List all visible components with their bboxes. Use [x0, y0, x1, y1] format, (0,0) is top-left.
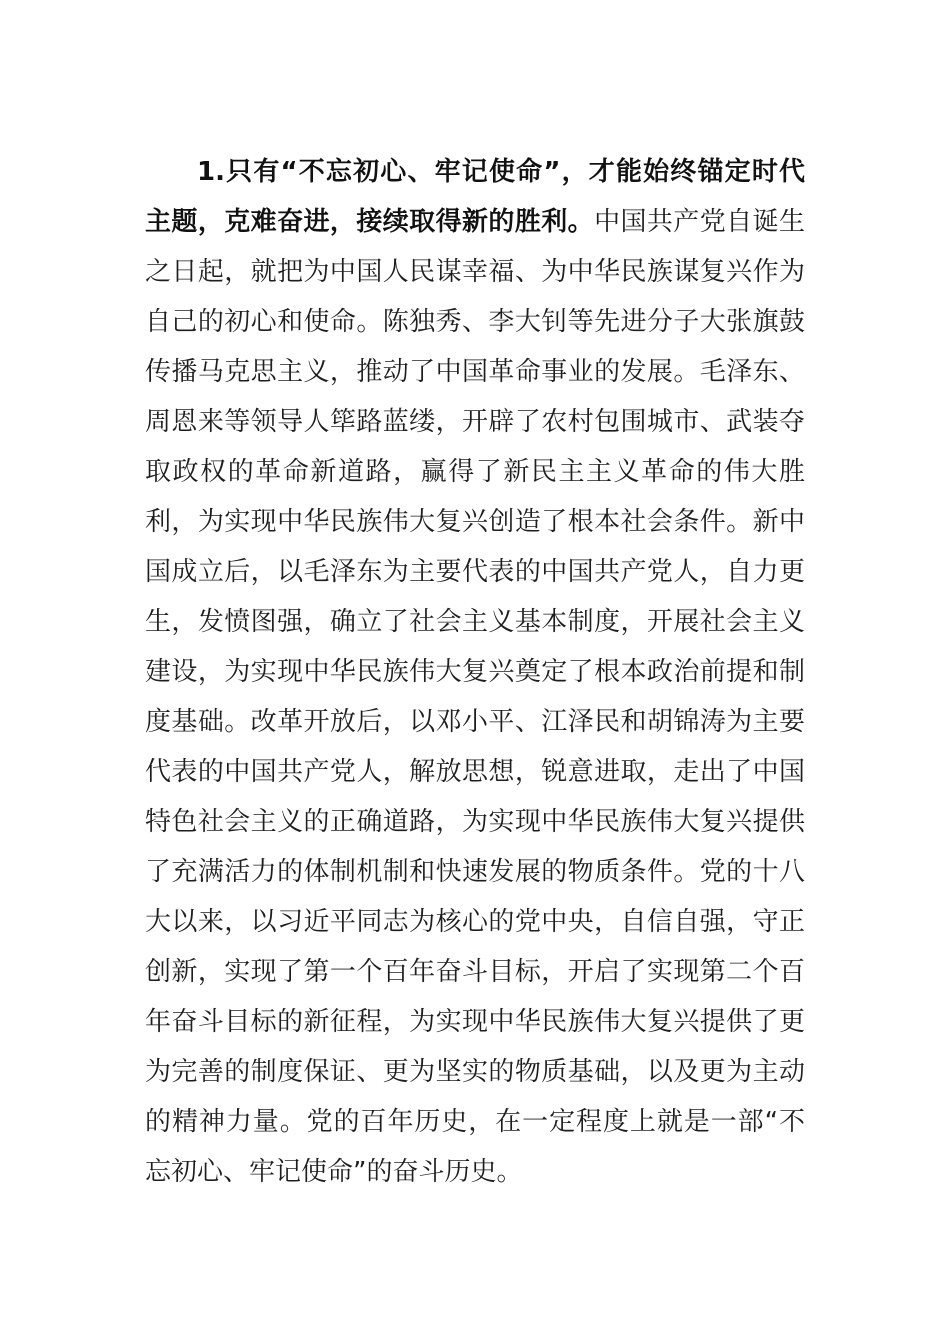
paragraph-body-text: 中国共产党自诞生之日起，就把为中国人民谋幸福、为中华民族谋复兴作为自己的初心和使命。陈独秀、李大钊等先进分子大张旗鼓传播马克思主义，推动了中国革命事业的发展。毛泽东、周恩来等领导人筚路蓝缕，开辟了农村包围城市、武装夺取政权的革命新道路，赢得了新民主主义革命的伟大胜利，为实现中华民族伟大复兴创造了根本社会条件。新中国成立后，以毛泽东为主要代表的中国共产党人，自力更生，发愤图强，确立了社会主义基本制度，开展社会主义建设，为实现中华民族伟大复兴奠定了根本政治前提和制度基础。改革开放后，以邓小平、江泽民和胡锦涛为主要代表的中国共产党人，解放思想，锐意进取，走出了中国特色社会主义的正确道路，为实现中华民族伟大复兴提供了充满活力的体制机制和快速发展的物质条件。党的十八大以来，以习近平同志为核心的党中央，自信自强，守正创新，实现了第一个百年奋斗目标，开启了实现第二个百年奋斗目标的新征程，为实现中华民族伟大复兴提供了更为完善的制度保证、更为坚实的物质基础，以及更为主动的精神力量。党的百年历史，在一定程度上就是一部“不忘初心、牢记使命”的奋斗历史。: [145, 207, 805, 1187]
paragraph: [145, 147, 805, 1197]
paragraph-lead-heading: 1.只有“不忘初心、牢记使命”，才能始终锚定时代主题，克难奋进，接续取得新的胜利。: [145, 157, 805, 237]
document-body: [145, 147, 805, 1197]
